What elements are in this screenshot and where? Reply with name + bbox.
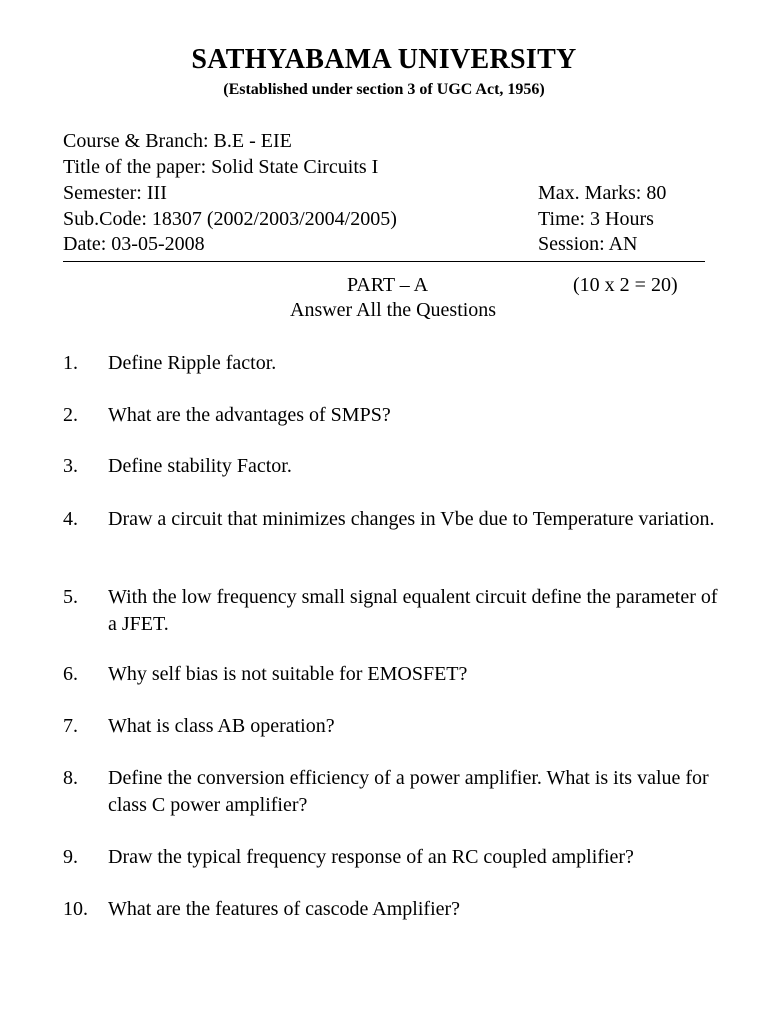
question-text: Draw a circuit that minimizes changes in Vbe due to Temperature variation.: [108, 508, 715, 530]
question-number: 9.: [63, 846, 78, 868]
question-text: Why self bias is not suitable for EMOSFET?: [108, 663, 468, 685]
question-text: Draw the typical frequency response of an RC coupled amplifier?: [108, 846, 634, 868]
question-number: 4.: [63, 508, 78, 530]
establishment-note: (Established under section 3 of UGC Act, 1956): [223, 81, 545, 98]
question-text: What are the features of cascode Amplifier?: [108, 898, 461, 920]
question-number: 2.: [63, 404, 78, 426]
question-number: 10.: [63, 898, 88, 920]
max-marks: Max. Marks: 80: [538, 182, 667, 204]
question-number: 1.: [63, 352, 78, 374]
question-text: Define Ripple factor.: [108, 352, 277, 374]
subject-code: Sub.Code: 18307 (2002/2003/2004/2005): [63, 208, 397, 230]
question-text: What are the advantages of SMPS?: [108, 404, 391, 426]
part-a-instruction: Answer All the Questions: [290, 299, 497, 321]
exam-date: Date: 03-05-2008: [63, 233, 205, 255]
question-number: 8.: [63, 767, 78, 789]
question-text: With the low frequency small signal equalent circuit define the parameter of a JFET.: [108, 586, 718, 635]
question-text: Define stability Factor.: [108, 455, 292, 477]
semester: Semester: III: [63, 182, 167, 204]
exam-session: Session: AN: [538, 233, 638, 255]
university-name: SATHYABAMA UNIVERSITY: [191, 44, 577, 75]
part-a-title: PART – A: [347, 274, 429, 296]
part-a-marks: (10 x 2 = 20): [573, 274, 678, 296]
question-number: 7.: [63, 715, 78, 737]
course-branch: Course & Branch: B.E - EIE: [63, 130, 292, 152]
paper-title: Title of the paper: Solid State Circuits I: [63, 156, 379, 178]
exam-time: Time: 3 Hours: [538, 208, 654, 230]
question-number: 5.: [63, 586, 78, 608]
question-text: Define the conversion efficiency of a power amplifier. What is its value for class C power amplifier?: [108, 767, 709, 816]
header-divider: [63, 261, 705, 262]
question-number: 6.: [63, 663, 78, 685]
question-number: 3.: [63, 455, 78, 477]
question-text: What is class AB operation?: [108, 715, 335, 737]
